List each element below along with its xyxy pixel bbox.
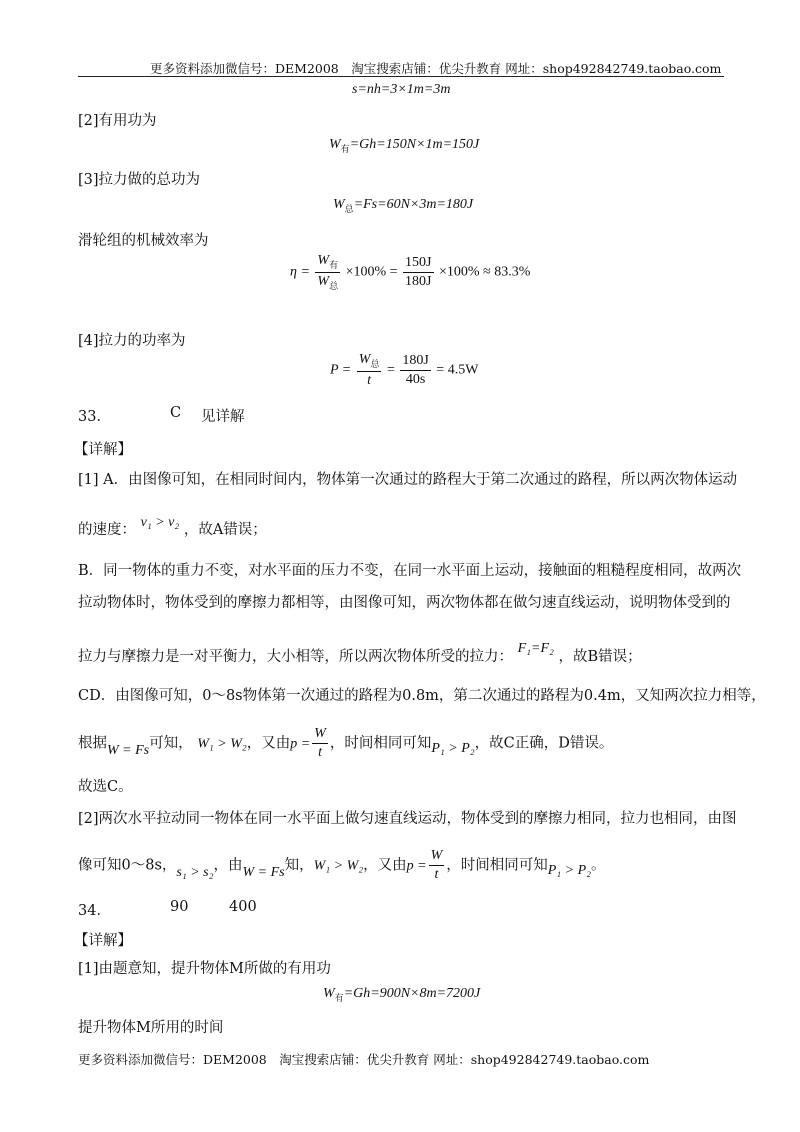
q34-answer-2: 400 <box>229 899 257 915</box>
q33-selection: 故选C。 <box>78 779 133 795</box>
formula-useful-work: $W_有=Gh=150N\times 1m=150J$ <box>329 137 480 154</box>
q33-line-a1: [1] A．由图像可知，在相同时间内，物体第一次通过的路程大于第二次通过的路程，所以两次物体运动 <box>78 472 738 488</box>
page-footer: 更多资料添加微信号：DEM2008 淘宝搜索店铺：优尖升教育 网址：shop492842749.taobao.com <box>78 1052 650 1067</box>
q33-line-2b: 像可知0～8s，s₁ > s₂，由W = Fs知，W₁ > W₂，又由p = $\frac{W}{t}$ ，时间相同可知P₁ > P₂。 <box>78 848 606 882</box>
formula-distance: s=nh=3×1m=3m <box>352 82 451 97</box>
q34-answer-1: 90 <box>170 899 189 915</box>
q33-line-cd1: CD．由图像可知，0～8s物体第一次通过的路程为0.8m，第二次通过的路程为0.4m，又知两次拉力相等， <box>78 688 766 704</box>
q34-line-2: 提升物体M所用的时间 <box>78 1020 224 1036</box>
formula-efficiency: η = $\frac{W_有}{W_总}$ ×100% = $\frac{150J}{180J}$ ×100% ≈ 83.3% <box>290 253 531 291</box>
q33-line-b2: 拉动物体时，物体受到的摩擦力都相等，由图像可知，两次物体都在做匀速直线运动，说明物体受到的 <box>78 595 731 611</box>
q33-line-cd2: 根据W = Fs可知， W₁ > W₂，又由p = $\frac{W}{t}$ ，时间相同可知P₁ > P₂，故C正确，D错误。 <box>78 726 614 760</box>
formula-power: P = $\frac{W_总}{t}$ = $\frac{180J}{40s}$ = 4.5W <box>330 352 479 388</box>
header-rule <box>78 76 724 77</box>
q33-number: 33． <box>78 409 111 425</box>
efficiency-label: 滑轮组的机械效率为 <box>78 233 209 249</box>
formula-total-work: $W_总=Fs=60N\times 3m=180J$ <box>333 197 474 214</box>
page-header: 更多资料添加微信号：DEM2008 淘宝搜索店铺：优尖升教育 网址：shop492842749.taobao.com <box>150 61 722 76</box>
q34-line-1: [1]由题意知，提升物体M所做的有用功 <box>78 961 331 977</box>
q33-line-b1: B．同一物体的重力不变，对水平面的压力不变，在同一水平面上运动，接触面的粗糙程度相同，故两次 <box>78 563 742 579</box>
formula-q34-useful-work: $W_有=Gh=900N\times 8m=7200J$ <box>323 986 481 1003</box>
step-2-label: [2]有用功为 <box>78 113 157 129</box>
q34-detail-heading: 【详解】 <box>74 933 132 949</box>
q33-line-2a: [2]两次水平拉动同一物体在同一水平面上做匀速直线运动，物体受到的摩擦力相同，拉力也相同，由图 <box>78 811 737 827</box>
q33-answer-1: C <box>170 405 182 421</box>
step-3-label: [3]拉力做的总功为 <box>78 172 201 188</box>
q33-detail-heading: 【详解】 <box>74 442 132 458</box>
step-4-label: [4]拉力的功率为 <box>78 333 186 349</box>
q33-line-b3: 拉力与摩擦力是一对平衡力，大小相等，所以两次物体所受的拉力： F₁=F₂ ，故B错误； <box>78 641 642 665</box>
q33-line-a2: 的速度： v₁ > v₂ ，故A错误； <box>78 515 267 538</box>
q33-answer-2: 见详解 <box>201 409 245 425</box>
q34-number: 34． <box>78 903 111 919</box>
